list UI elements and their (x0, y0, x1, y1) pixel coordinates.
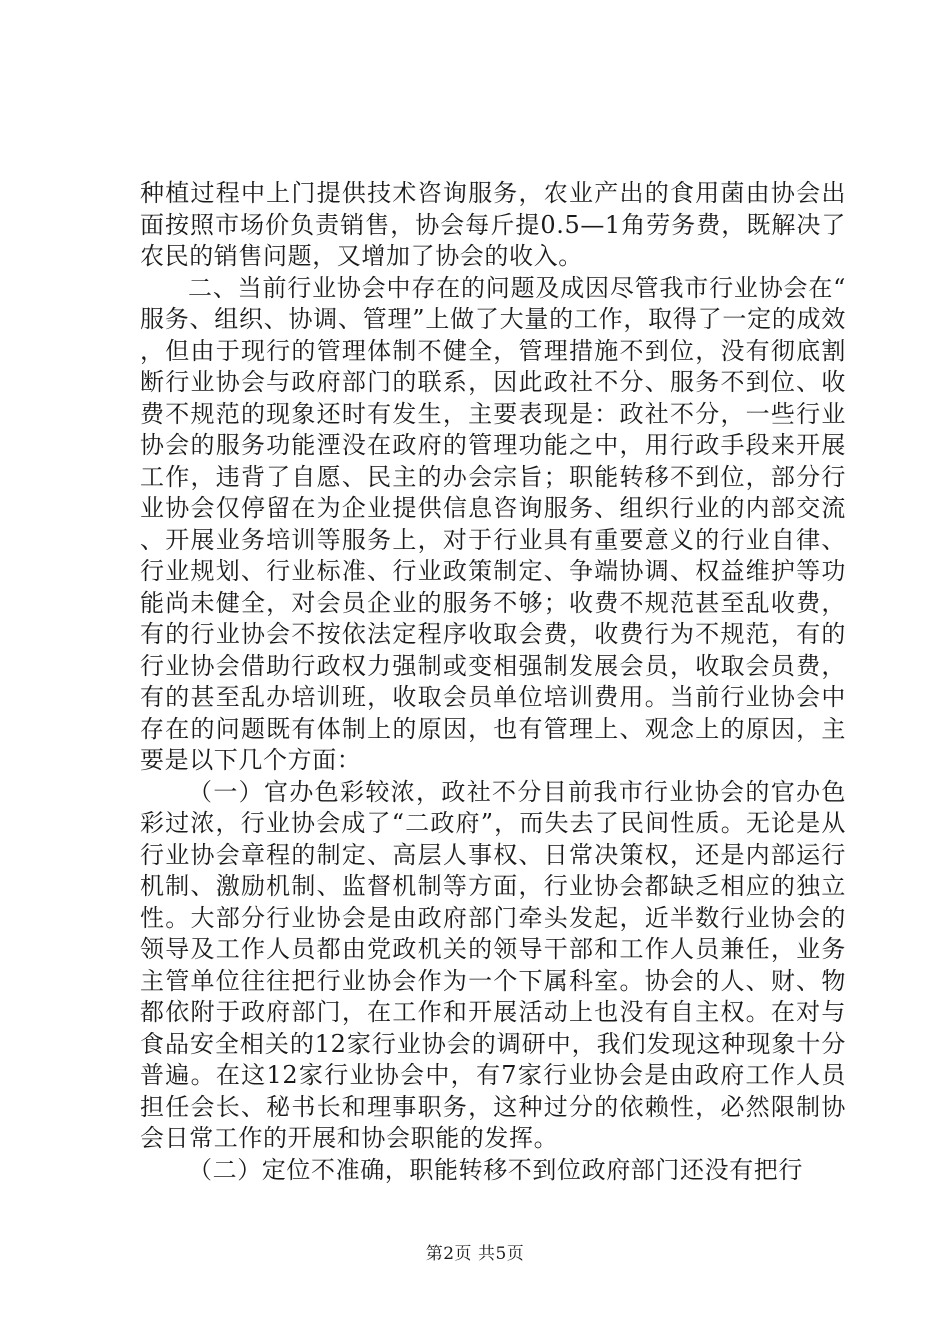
paragraph-subsection-two: （二）定位不准确，职能转移不到位政府部门还没有把行 (188, 1155, 803, 1184)
paragraph-subsection-one: （一）官办色彩较浓，政社不分目前我市行业协会的官办色彩过浓，行业协会成了“二政府”，而失去了民间性质。无论是从行业协会章程的制定、高层人事权、日常决策权，还是内部运行机制、激励机制、监督机制等方面，行业协会都缺乏相应的独立性。大部分行业协会是由政府部门牵头发起，近半数行业协会的领导及工作人员都由党政机关的领导干部和工作人员兼任，业务主管单位往往把行业协会作为一个下属科室。协会的人、财、物都依附于政府部门，在工作和开展活动上也没有自主权。在对与食品安全相关的12家行业协会的调研中，我们发现这种现象十分普遍。在这12家行业协会中，有7家行业协会是由政府工作人员担任会长、秘书长和理事职务，这种过分的依赖性，必然限制协会日常工作的开展和协会职能的发挥。 (140, 777, 846, 1152)
paragraph-section-two: 二、当前行业协会中存在的问题及成因尽管我市行业协会在“服务、组织、协调、管理”上做了大量的工作，取得了一定的成效，但由于现行的管理体制不健全，管理措施不到位，没有彻底割断行业协会与政府部门的联系，因此政社不分、服务不到位、收费不规范的现象还时有发生，主要表现是：政社不分，一些行业协会的服务功能湮没在政府的管理功能之中，用行政手段来开展工作，违背了自愿、民主的办会宗旨；职能转移不到位，部分行业协会仅停留在为企业提供信息咨询服务、组织行业的内部交流、开展业务培训等服务上，对于行业具有重要意义的行业自律、行业规划、行业标准、行业政策制定、争端协调、权益维护等功能尚未健全，对会员企业的服务不够；收费不规范甚至乱收费，有的行业协会不按依法定程序收取会费，收费行为不规范，有的行业协会借助行政权力强制或变相强制发展会员，收取会员费，有的甚至乱办培训班，收取会员单位培训费用。当前行业协会中存在的问题既有体制上的原因，也有管理上、观念上的原因，主要是以下几个方面： (140, 273, 846, 774)
page-footer: 第2页 共5页 (425, 1244, 525, 1264)
document-body (140, 178, 846, 1186)
paragraph-continuation: 种植过程中上门提供技术咨询服务，农业产出的食用菌由协会出面按照市场价负责销售，协会每斤提0.5—1角劳务费，既解决了农民的销售问题，又增加了协会的收入。 (140, 179, 846, 270)
